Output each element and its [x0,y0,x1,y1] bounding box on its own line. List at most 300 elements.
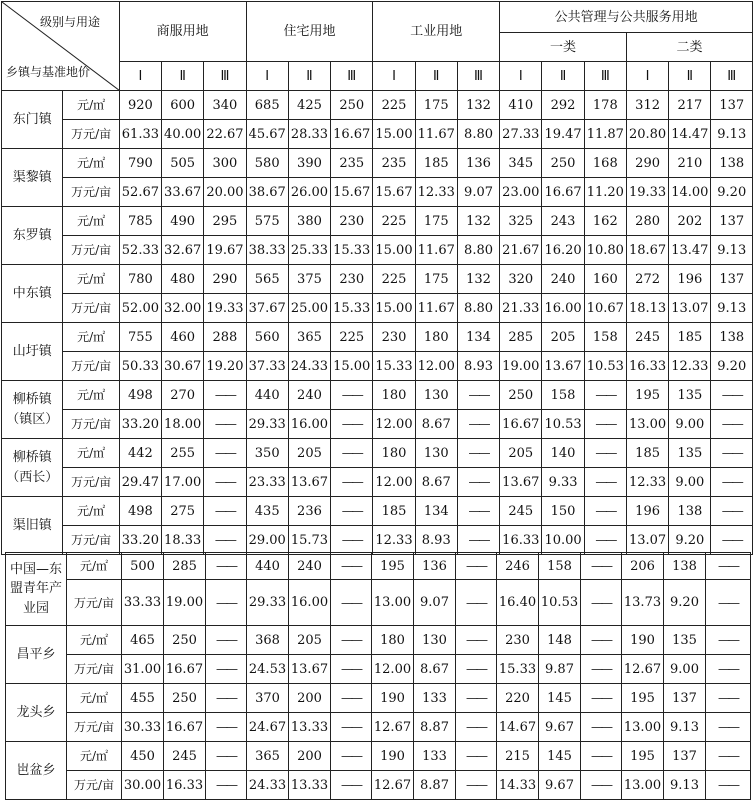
price-value-cell: 33.33 [122,580,164,626]
price-value-cell: 33.20 [119,410,161,439]
price-value-cell: 205 [288,439,330,468]
price-value-cell: 250 [500,381,542,410]
price-value-cell: 130 [415,439,457,468]
price-value-cell: 168 [584,149,626,178]
price-value-cell: 8.80 [457,294,499,323]
price-value-cell: 195 [622,742,664,771]
price-value-cell: 24.33 [288,352,330,381]
price-value-cell: 16.00 [542,294,584,323]
price-value-cell: 10.53 [542,410,584,439]
price-value-cell: 13.33 [289,771,331,800]
price-value-cell: 295 [204,207,246,236]
price-value-cell: 196 [669,265,711,294]
price-value-cell: 240 [289,553,331,580]
price-value-cell: —— [581,771,622,800]
price-value-cell: 138 [669,497,711,526]
price-value-cell: 175 [415,207,457,236]
price-value-cell: 442 [119,439,161,468]
price-value-cell: 312 [626,91,668,120]
unit-cell: 元/㎡ [63,149,119,178]
price-value-cell: —— [711,410,753,439]
price-value-cell: —— [331,771,372,800]
price-value-cell: 9.13 [711,294,753,323]
price-value-cell: 480 [162,265,204,294]
price-value-cell: —— [331,439,373,468]
unit-cell: 元/㎡ [63,91,119,120]
price-value-cell: —— [331,526,373,555]
price-value-cell: —— [331,410,373,439]
price-value-cell: 205 [500,439,542,468]
price-value-cell: 18.33 [162,526,204,555]
price-value-cell: 11.67 [415,120,457,149]
grade-header-cell: Ⅱ [415,62,457,91]
price-value-cell: 132 [457,207,499,236]
town-name-cell: 山圩镇 [2,323,63,381]
price-value-cell: 290 [626,149,668,178]
price-value-cell: 196 [626,497,668,526]
price-value-cell: 206 [622,553,664,580]
price-row-per-m2 [6,742,751,771]
town-name-cell: 昌平乡 [6,626,67,684]
price-value-cell: 8.67 [415,410,457,439]
price-value-cell: 365 [288,323,330,352]
price-value-cell: 9.87 [539,655,581,684]
price-value-cell: 132 [457,265,499,294]
price-value-cell: 18.13 [626,294,668,323]
grade-header-cell: Ⅲ [457,62,499,91]
price-value-cell: 8.87 [414,713,456,742]
price-value-cell: 29.33 [246,410,288,439]
price-row-per-m2 [2,91,753,120]
price-value-cell: —— [204,381,246,410]
price-value-cell: 220 [497,684,539,713]
price-value-cell: 23.00 [500,178,542,207]
price-value-cell: 440 [247,553,289,580]
price-value-cell: 12.33 [373,526,415,555]
price-value-cell: —— [706,553,751,580]
price-value-cell: 20.00 [204,178,246,207]
price-value-cell: —— [584,410,626,439]
price-value-cell: 225 [373,207,415,236]
price-value-cell: 32.67 [162,236,204,265]
price-value-cell: 780 [119,265,161,294]
price-value-cell: —— [706,655,751,684]
price-value-cell: —— [456,771,497,800]
price-value-cell: 13.00 [622,771,664,800]
price-row-per-mu [2,294,753,323]
price-value-cell: 288 [204,323,246,352]
price-value-cell: 178 [584,91,626,120]
price-value-cell: 375 [288,265,330,294]
price-row-per-m2 [2,207,753,236]
price-value-cell: 235 [331,149,373,178]
price-value-cell: 15.33 [331,294,373,323]
price-value-cell: —— [456,626,497,655]
price-value-cell: 180 [415,323,457,352]
price-value-cell: 14.33 [497,771,539,800]
price-value-cell: 18.00 [162,410,204,439]
price-value-cell: —— [457,410,499,439]
price-value-cell: 19.00 [164,580,206,626]
unit-cell: 万元/亩 [63,178,119,207]
price-value-cell: 498 [119,381,161,410]
price-value-cell: 136 [414,553,456,580]
grade-header-cell: Ⅱ [542,62,584,91]
price-value-cell: 15.00 [373,294,415,323]
price-value-cell: —— [204,468,246,497]
price-value-cell: 195 [626,381,668,410]
town-name-cell: 中国—东盟青年产业园 [6,553,67,626]
unit-cell: 元/㎡ [67,626,122,655]
price-value-cell: 200 [289,684,331,713]
price-value-cell: —— [581,655,622,684]
price-value-cell: —— [581,626,622,655]
price-value-cell: 15.33 [373,352,415,381]
price-value-cell: 350 [246,439,288,468]
unit-cell: 万元/亩 [67,655,122,684]
price-value-cell: —— [711,439,753,468]
corner-header-top-label: 级别与用途 [40,15,101,29]
price-value-cell: 245 [626,323,668,352]
header-commercial: 商服用地 [119,2,246,62]
price-value-cell: 498 [119,497,161,526]
grade-header-cell: Ⅱ [669,62,711,91]
price-row-per-mu [2,120,753,149]
price-value-cell: 134 [415,497,457,526]
price-value-cell: 52.00 [119,294,161,323]
price-value-cell: —— [331,684,372,713]
price-value-cell: 575 [246,207,288,236]
price-row-per-mu [2,178,753,207]
price-value-cell: —— [331,497,373,526]
price-value-cell: 15.00 [373,236,415,265]
town-name-cell: 柳桥镇（镇区） [2,381,63,439]
price-value-cell: 17.00 [162,468,204,497]
price-value-cell: 12.00 [373,468,415,497]
price-value-cell: —— [206,742,247,771]
price-value-cell: 162 [584,207,626,236]
price-value-cell: —— [706,771,751,800]
price-value-cell: 210 [669,149,711,178]
price-value-cell: 8.93 [415,526,457,555]
price-value-cell: 345 [500,149,542,178]
price-value-cell: 148 [539,626,581,655]
price-value-cell: 16.67 [542,178,584,207]
price-value-cell: 134 [457,323,499,352]
price-value-cell: 9.13 [711,120,753,149]
grade-header-cell: Ⅲ [711,62,753,91]
price-value-cell: 10.67 [584,294,626,323]
price-value-cell: 243 [542,207,584,236]
price-value-cell: 132 [457,91,499,120]
price-value-cell: —— [584,526,626,555]
price-value-cell: —— [204,526,246,555]
price-value-cell: 130 [415,381,457,410]
unit-cell: 万元/亩 [63,294,119,323]
price-value-cell: 138 [711,323,753,352]
unit-cell: 元/㎡ [63,439,119,468]
price-value-cell: 31.00 [122,655,164,684]
price-value-cell: 440 [246,381,288,410]
header-public-class2: 二类 [626,33,752,62]
price-value-cell: 755 [119,323,161,352]
price-value-cell: 28.33 [288,120,330,149]
unit-cell: 元/㎡ [67,742,122,771]
price-row-per-m2 [6,553,751,580]
price-value-cell: —— [581,553,622,580]
price-value-cell: 12.33 [415,178,457,207]
price-value-cell: 24.33 [247,771,289,800]
price-value-cell: 235 [373,149,415,178]
price-value-cell: 185 [373,497,415,526]
price-value-cell: —— [456,553,497,580]
price-value-cell: —— [331,381,373,410]
price-row-per-mu [2,410,753,439]
price-value-cell: 600 [162,91,204,120]
price-value-cell: 37.67 [246,294,288,323]
price-value-cell: —— [706,742,751,771]
header-public: 公共管理与公共服务用地 [500,2,753,33]
price-value-cell: 10.00 [542,526,584,555]
price-value-cell: 11.20 [584,178,626,207]
price-value-cell: 133 [414,684,456,713]
price-value-cell: —— [456,655,497,684]
town-name-cell: 东罗镇 [2,207,63,265]
price-value-cell: 250 [164,684,206,713]
price-value-cell: 16.67 [164,713,206,742]
price-value-cell: 158 [539,553,581,580]
price-value-cell: —— [204,497,246,526]
price-value-cell: —— [206,771,247,800]
price-value-cell: 285 [500,323,542,352]
price-value-cell: 135 [669,439,711,468]
price-value-cell: 13.67 [289,655,331,684]
price-value-cell: —— [457,439,499,468]
price-value-cell: 25.33 [288,236,330,265]
price-value-cell: 230 [373,323,415,352]
grade-header-cell: Ⅲ [584,62,626,91]
price-value-cell: 365 [247,742,289,771]
price-value-cell: 14.47 [669,120,711,149]
price-value-cell: 40.00 [162,120,204,149]
price-value-cell: 175 [415,265,457,294]
price-value-cell: 280 [626,207,668,236]
price-value-cell: —— [456,580,497,626]
price-value-cell: 10.53 [539,580,581,626]
price-value-cell: 190 [372,684,414,713]
price-value-cell: 38.67 [246,178,288,207]
price-value-cell: 175 [415,91,457,120]
price-value-cell: 13.00 [626,410,668,439]
price-value-cell: 785 [119,207,161,236]
price-value-cell: 9.07 [414,580,456,626]
price-value-cell: —— [331,626,372,655]
price-row-per-mu [2,468,753,497]
price-value-cell: 13.67 [542,352,584,381]
price-value-cell: 390 [288,149,330,178]
price-value-cell: 185 [626,439,668,468]
price-value-cell: 275 [162,497,204,526]
price-value-cell: 9.00 [664,655,706,684]
price-value-cell: 30.00 [122,771,164,800]
price-value-cell: 685 [246,91,288,120]
price-value-cell: 52.33 [119,236,161,265]
price-value-cell: 33.20 [119,526,161,555]
price-value-cell: 190 [622,626,664,655]
price-value-cell: 13.07 [626,526,668,555]
price-value-cell: 9.13 [711,236,753,265]
header-residential: 住宅用地 [246,2,373,62]
price-value-cell: 9.20 [711,352,753,381]
price-value-cell: 217 [669,91,711,120]
grade-header-cell: Ⅰ [500,62,542,91]
price-value-cell: 10.80 [584,236,626,265]
price-row-per-mu [2,352,753,381]
price-value-cell: 240 [542,265,584,294]
price-value-cell: 10.53 [584,352,626,381]
price-value-cell: 15.73 [288,526,330,555]
unit-cell: 万元/亩 [63,468,119,497]
price-value-cell: 15.33 [497,655,539,684]
price-value-cell: 16.40 [497,580,539,626]
price-value-cell: 33.67 [162,178,204,207]
price-value-cell: —— [456,684,497,713]
price-value-cell: 14.67 [497,713,539,742]
price-value-cell: —— [584,381,626,410]
price-value-cell: 370 [247,684,289,713]
price-value-cell: 19.67 [204,236,246,265]
price-value-cell: 45.67 [246,120,288,149]
price-value-cell: 11.87 [584,120,626,149]
price-value-cell: 300 [204,149,246,178]
price-value-cell: 450 [122,742,164,771]
price-value-cell: 455 [122,684,164,713]
price-row-per-m2 [2,439,753,468]
price-value-cell: —— [457,468,499,497]
price-value-cell: —— [206,713,247,742]
price-value-cell: —— [204,439,246,468]
price-value-cell: 250 [331,91,373,120]
price-value-cell: 14.00 [669,178,711,207]
price-value-cell: 340 [204,91,246,120]
price-value-cell: 13.00 [622,713,664,742]
price-value-cell: 13.73 [622,580,664,626]
price-value-cell: —— [706,713,751,742]
price-value-cell: —— [706,580,751,626]
town-name-cell: 柳桥镇（西长） [2,439,63,497]
price-value-cell: 195 [372,553,414,580]
price-row-per-mu [6,771,751,800]
price-value-cell: —— [456,713,497,742]
unit-cell: 万元/亩 [67,771,122,800]
unit-cell: 万元/亩 [67,580,122,626]
price-value-cell: 16.33 [164,771,206,800]
price-value-cell: 19.00 [500,352,542,381]
grade-header-cell: Ⅲ [204,62,246,91]
price-row-per-mu [6,580,751,626]
price-value-cell: 13.47 [669,236,711,265]
town-name-cell: 岜盆乡 [6,742,67,800]
price-value-cell: 19.33 [204,294,246,323]
price-value-cell: 16.67 [500,410,542,439]
price-value-cell: 180 [372,626,414,655]
price-value-cell: 12.33 [626,468,668,497]
land-price-table-lower [5,552,751,800]
price-row-per-m2 [6,626,751,655]
price-value-cell: 13.00 [372,580,414,626]
price-value-cell: 145 [539,742,581,771]
price-value-cell: 9.20 [664,580,706,626]
price-value-cell: —— [584,439,626,468]
price-value-cell: 15.67 [373,178,415,207]
price-value-cell: —— [581,742,622,771]
price-value-cell: 16.33 [500,526,542,555]
price-value-cell: 225 [331,323,373,352]
price-value-cell: 320 [500,265,542,294]
grade-header-cell: Ⅰ [626,62,668,91]
price-value-cell: 9.13 [664,713,706,742]
price-value-cell: 13.07 [669,294,711,323]
unit-cell: 万元/亩 [63,526,119,555]
price-value-cell: 9.00 [669,410,711,439]
price-value-cell: 202 [669,207,711,236]
price-value-cell: —— [331,713,372,742]
price-value-cell: 368 [247,626,289,655]
price-value-cell: 136 [457,149,499,178]
price-value-cell: 16.20 [542,236,584,265]
price-value-cell: 135 [664,626,706,655]
price-value-cell: 8.80 [457,120,499,149]
price-value-cell: 425 [288,91,330,120]
price-value-cell: —— [331,553,372,580]
price-value-cell: 12.67 [622,655,664,684]
town-name-cell: 渠黎镇 [2,149,63,207]
price-value-cell: 200 [289,742,331,771]
price-value-cell: 225 [373,91,415,120]
price-row-per-m2 [2,323,753,352]
price-value-cell: 9.20 [669,526,711,555]
price-value-cell: 285 [164,553,206,580]
grade-header-cell: Ⅰ [373,62,415,91]
price-row-per-m2 [6,684,751,713]
price-value-cell: 61.33 [119,120,161,149]
town-name-cell: 龙头乡 [6,684,67,742]
header-public-class1: 一类 [500,33,627,62]
price-value-cell: —— [581,684,622,713]
price-value-cell: 290 [204,265,246,294]
price-value-cell: 13.67 [288,468,330,497]
price-value-cell: 19.20 [204,352,246,381]
price-value-cell: 9.13 [664,771,706,800]
price-value-cell: 19.33 [626,178,668,207]
price-value-cell: —— [206,626,247,655]
price-value-cell: 16.67 [164,655,206,684]
price-value-cell: 236 [288,497,330,526]
price-value-cell: 245 [500,497,542,526]
price-value-cell: 138 [664,553,706,580]
price-value-cell: 560 [246,323,288,352]
price-value-cell: 37.33 [246,352,288,381]
price-value-cell: 565 [246,265,288,294]
price-value-cell: 27.33 [500,120,542,149]
price-value-cell: 21.33 [500,294,542,323]
price-value-cell: —— [711,497,753,526]
price-value-cell: —— [331,742,372,771]
price-value-cell: 137 [711,91,753,120]
price-value-cell: 246 [497,553,539,580]
price-value-cell: 145 [539,684,581,713]
price-value-cell: 38.33 [246,236,288,265]
